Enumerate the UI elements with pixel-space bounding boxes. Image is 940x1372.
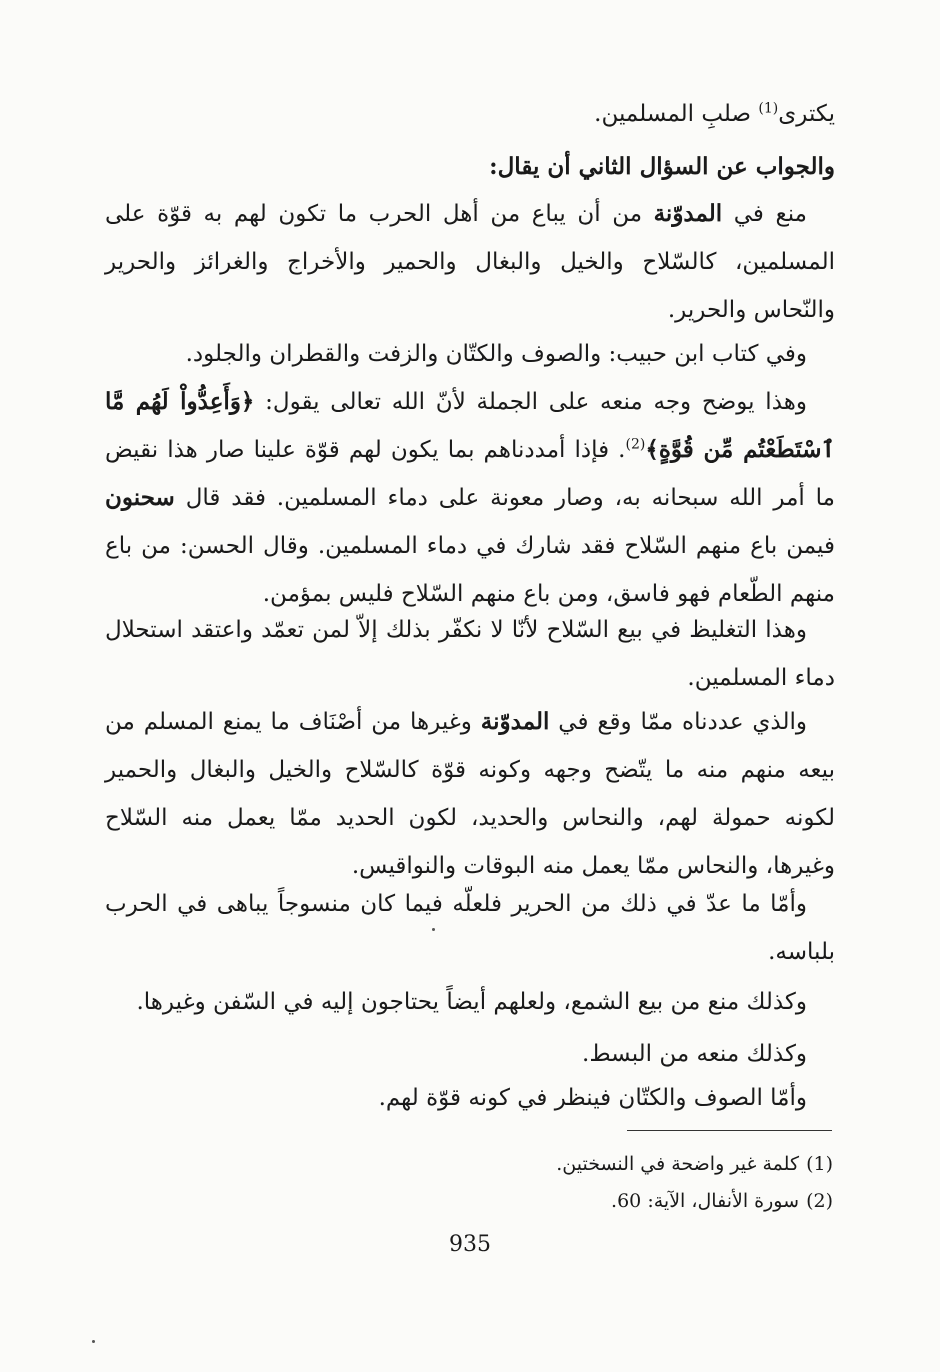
- scan-speck: [432, 928, 435, 931]
- footnote-ref-1: (1): [758, 100, 779, 117]
- page-number: 935: [449, 1232, 491, 1257]
- quran-verse: ﴿وَأَعِدُّواْ لَهُم مَّا ٱسْتَطَعْتُم مِّن قُوَّةٍ﴾: [105, 388, 835, 463]
- footnote-ref-2: (2): [625, 436, 646, 453]
- paragraph-8: وكذلك منعه من البسط.: [582, 1041, 807, 1067]
- paragraph-6: وأمّا ما عدّ في ذلك من الحرير فلعلّه فيما كان منسوجاً يباهى في الحرب بلباسه.: [105, 891, 835, 965]
- section-heading: والجواب عن السؤال الثاني أن يقال:: [489, 153, 835, 180]
- opening-line: يكترى$^{(1)}$ صلبِ المسلمين.: [594, 100, 835, 127]
- paragraph-4: وهذا التغليظ في بيع السّلاح لأنّا لا نكفّر بذلك إلاّ لمن تعمّد واعتقد استحلال دماء المسلمين.: [105, 617, 835, 691]
- paragraph-9: وأمّا الصوف والكتّان فينظر في كونه قوّة لهم.: [378, 1085, 807, 1111]
- paragraph-3: وهذا يوضح وجه منعه على الجملة لأنّ الله تعالى يقول: ﴿وَأَعِدُّواْ لَهُم مَّا ٱسْتَطَعْتُم مِّن قُوَّةٍ﴾$^{(2)}$. فإذا أمددناهم بما يكون لهم قوّة علينا صار هذا نقيض ما أمر الله سبحانه به، وصار معونة على دماء المسلمين. فقد قال سحنون فيمن باع منهم السّلاح فقد شارك في دماء المسلمين. وقال الحسن: من باع منهم الطّعام فهو فاسق، ومن باع منهم السّلاح فليس بمؤمن.: [105, 388, 835, 607]
- paragraph-5: والذي عددناه ممّا وقع في المدوّنة وغيرها من أصْنَاف ما يمنع المسلم من بيعه منهم منه ما يتّضح وجهه وكونه قوّة كالسّلاح والخيل والبغال والحمير لكونه حمولة لهم، والنحاس والحديد، لكون الحديد ممّا يعمل منه السّلاح وغيرها، والنحاس ممّا يعمل منه البوقات والنواقيس.: [105, 708, 835, 879]
- paragraph-2: وفي كتاب ابن حبيب: والصوف والكتّان والزفت والقطران والجلود.: [185, 341, 807, 367]
- footnotes: [113, 1146, 833, 1220]
- scan-speck: [92, 1340, 95, 1343]
- paragraph-7: وكذلك منع من بيع الشمع، ولعلهم أيضاً يحتاجون إليه في السّفن وغيرها.: [136, 989, 807, 1015]
- footnote-separator: [627, 1130, 832, 1131]
- footnote-2: (2)سورة الأنفال، الآية: 60.: [611, 1190, 833, 1212]
- footnote-1: (1)كلمة غير واضحة في النسختين.: [556, 1153, 833, 1175]
- paragraph-1: منع في المدوّنة من أن يباع من أهل الحرب ما تكون لهم به قوّة على المسلمين، كالسّلاح والخيل والبغال والحمير والأخراج والغرائز والحرير والنّحاس والحرير.: [105, 200, 835, 323]
